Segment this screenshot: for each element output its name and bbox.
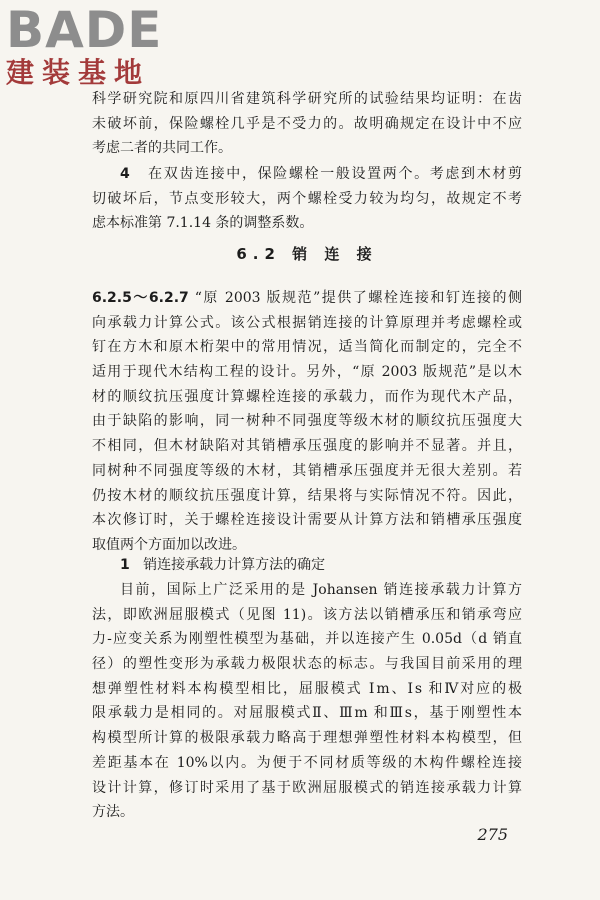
text-line: 材的顺纹抗压强度计算螺栓连接的承载力，而作为现代木产品， xyxy=(92,388,522,405)
page-number: 275 xyxy=(477,825,508,844)
intro-paragraph xyxy=(92,87,522,161)
item-4-paragraph xyxy=(92,162,522,236)
text-line: 想弹塑性材料本构模型相比，屈服模式 Ⅰm、Ⅰs 和Ⅳ对应的极 xyxy=(92,680,522,697)
text-line: 同树种不同强度等级的木材，其销槽承压强度并无很大差别。若 xyxy=(92,462,522,479)
text-line: 科学研究院和原四川省建筑科学研究所的试验结果均证明：在齿 xyxy=(92,91,522,107)
text-line: 钉在方木和原木桁架中的常用情况，适当简化而制定的，完全不 xyxy=(92,339,522,356)
text-line: 限承载力是相同的。对屈服模式Ⅱ、Ⅲm 和Ⅲs，基于刚塑性本 xyxy=(92,705,522,722)
text-line: 构模型所计算的极限承载力略高于理想弹塑性材料本构模型，但 xyxy=(92,730,522,747)
text-line: 设计计算，修订时采用了基于欧洲屈服模式的销连接承载力计算 xyxy=(92,779,522,796)
text-line: 法，即欧洲屈服模式（见图 11)。该方法以销槽承压和销承弯应 xyxy=(92,606,522,623)
text-line: 目前，国际上广泛采用的是 Johansen 销连接承载力计算方 xyxy=(120,582,522,598)
watermark-logo xyxy=(6,1,176,92)
text-line: 径）的塑性变形为承载力极限状态的标志。与我国目前采用的理 xyxy=(92,656,522,673)
item-text: 在双齿连接中，保险螺栓一般设置两个。考虑到木材剪 xyxy=(148,166,523,182)
logo-subtitle: 建装基地 xyxy=(6,56,151,89)
logo-word: BADE xyxy=(6,1,163,59)
section-heading: 6.2 销 连 接 xyxy=(236,245,378,263)
subsection-1-heading xyxy=(92,553,522,578)
clause-text: “原 2003 版规范”提供了螺栓连接和钉连接的侧 xyxy=(194,290,523,306)
clause-paragraph xyxy=(92,286,522,558)
text-line: 本次修订时，关于螺栓连接设计需要从计算方法和销槽承压强度 xyxy=(92,512,522,529)
text-line: 方法。 xyxy=(92,804,134,821)
text-line: 由于缺陷的影响，同一树种不同强度等级木材的顺纹抗压强度大 xyxy=(92,413,522,430)
text-line: 力-应变关系为刚塑性模型为基础，并以连接产生 0.05d（d 销直 xyxy=(92,631,522,648)
text-line xyxy=(92,553,522,578)
text-line: 向承载力计算公式。该公式根据销连接的计算原理并考虑螺栓或 xyxy=(92,314,522,331)
text-line: 取值两个方面加以改进。 xyxy=(92,536,246,553)
subsection-number: 1 xyxy=(120,557,130,573)
text-line: 虑本标准第 7.1.14 条的调整系数。 xyxy=(92,215,314,232)
text-line: 未破坏前，保险螺栓几乎是不受力的。故明确规定在设计中不应 xyxy=(92,115,522,132)
text-line: 切破坏后，节点变形较大，两个螺栓受力较为均匀，故规定不考 xyxy=(92,190,522,207)
item-number: 4 xyxy=(120,166,130,182)
text-line: 差距基本在 10%以内。为便于不同材质等级的木构件螺栓连接 xyxy=(92,754,522,771)
text-line xyxy=(92,162,522,187)
text-line: 考虑二者的共同工作。 xyxy=(92,140,232,157)
subsection-title: 销连接承载力计算方法的确定 xyxy=(143,557,326,573)
johansen-paragraph xyxy=(92,578,522,825)
text-line: 不相同，但木材缺陷对其销槽承压强度的影响并不显著。并且， xyxy=(92,438,522,455)
clause-ref: 6.2.5～6.2.7 xyxy=(92,290,189,306)
text-line xyxy=(92,286,522,311)
text-line: 适用于现代木结构工程的设计。另外，“原 2003 版规范”是以木 xyxy=(92,364,522,381)
text-line: 仍按木材的顺纹抗压强度计算，结果将与实际情况不符。因此， xyxy=(92,487,522,504)
